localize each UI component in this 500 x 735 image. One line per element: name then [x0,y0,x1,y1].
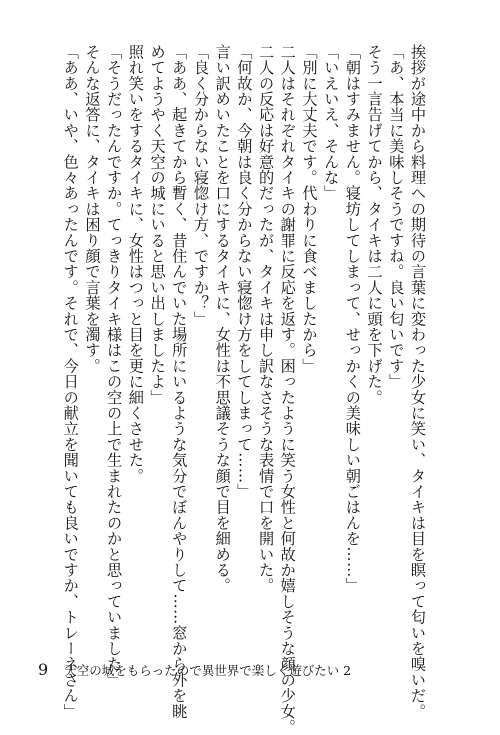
text-line: 「良く分からない寝惚け方、ですか？」 [191,44,210,327]
running-title: 天空の城をもらったので異世界で楽しく遊びたい 2 [64,663,352,678]
text-line: 照れ笑いをするタイキに、女性はつっと目を更に細くさせた。 [126,44,145,484]
text-line: 「そうだったんですか。てっきりタイキ様はこの空の上で生まれたのかと思っていました」 [105,44,124,688]
page-footer [38,660,351,680]
text-line: そう一言告げてから、タイキは二人に頭を下げた。 [365,44,384,406]
text-line: 「朝はすみません。寝坊してしまって、せっかくの美味しい朝ごはんを……」 [343,44,362,594]
text-line: めてようやく天空の城にいると思い出しましたよ」 [148,44,167,406]
text-line: 「いえいえ、そんな」 [322,44,341,201]
text-line: 「別に大丈夫です。代わりに食べましたから」 [300,44,319,374]
page-number: 9 [38,660,49,679]
text-line: 二人はそれぞれタイキの謝罪に反応を返す。困ったように笑う女性と何故か嬉しそうな顔の少女。 [278,44,297,735]
text-line: 「何故か、今朝は良く分からない寝惚け方をしてしまって……」 [235,44,254,500]
text-line: そんな返答に、タイキは困り顔で言葉を濁す。 [83,44,102,374]
text-line: 言い訳めいたことを口にするタイキに、女性は不思議そうな顔で目を細める。 [213,44,232,594]
text-line: 「ああ、いや、色々あったんです。それで、今日の献立を聞いても良いですか、トレーネさん」 [61,44,80,720]
text-line: 「あ、本当に美味しそうですね。良い匂いです」 [387,44,406,390]
text-line: 二人の反応は好意的だったが、タイキは申し訳なさそうな表情で口を開いた。 [257,44,276,594]
text-line: 挨拶が途中から料理への期待の言葉に変わった少女に笑い、タイキは目を瞑って匂いを嗅いだ。 [409,44,427,720]
text-line: 「ああ、起きてから暫く、昔住んでいた場所にいるような気分でぼんやりして……窓から外を眺 [170,44,189,720]
